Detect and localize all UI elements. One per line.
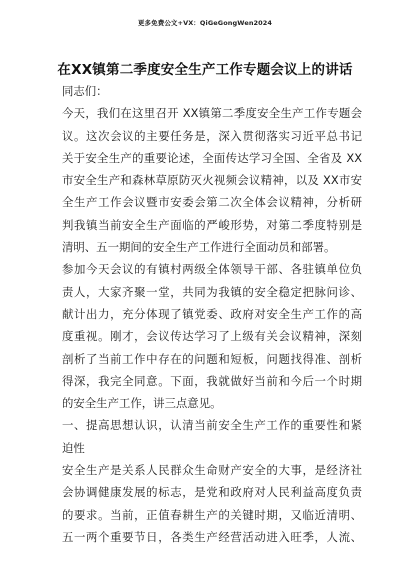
body-line: 同志们： — [62, 84, 108, 98]
document-body — [62, 80, 362, 548]
body-line: 清明、五一期间的安全生产工作进行全面动员和部署。 — [62, 240, 336, 255]
document-title: 在XX镇第二季度安全生产工作专题会议上的讲话 — [57, 62, 353, 78]
body-line: 一、提高思想认识，认清当前安全生产工作的重要性和紧 — [62, 418, 362, 433]
header-note: 更多免费公文+VX：QiGeGongWen2024 — [137, 19, 273, 27]
body-line: 得深，我完全同意。下面，我就做好当前和今后一个时期 — [62, 373, 362, 388]
body-line: 参加今天会议的有镇村两级全体领导干部、各驻镇单位负 — [62, 262, 362, 277]
body-line: 会协调健康发展的标志，是党和政府对人民利益高度负责 — [62, 485, 362, 500]
body-line: 度重视。刚才，会议传达学习了上级有关会议精神，深刻 — [62, 329, 362, 344]
body-line: 迫性 — [62, 440, 85, 455]
body-line: 议。这次会议的主要任务是，深入贯彻落实习近平总书记 — [62, 128, 362, 143]
body-line: 安全生产是关系人民群众生命财产安全的大事，是经济社 — [62, 463, 362, 478]
body-line: 市安全生产和森林草原防灭火视频会议精神，以及 XX市安 — [62, 173, 362, 188]
body-line: 的要求。当前，正值春耕生产的关键时期，又临近清明、 — [62, 507, 362, 522]
body-line: 献计出力，充分体现了镇党委、政府对安全生产工作的高 — [62, 306, 362, 321]
body-line: 全生产工作会议暨市安委会第二次全体会议精神，分析研 — [62, 195, 362, 210]
body-line: 五一两个重要节日，各类生产经营活动进入旺季，人流、 — [62, 529, 362, 544]
body-line: 责人，大家齐聚一堂，共同为我镇的安全稳定把脉问诊、 — [62, 284, 362, 299]
body-line: 今天，我们在这里召开 XX镇第二季度安全生产工作专题会 — [62, 106, 362, 121]
body-line: 判我镇当前安全生产面临的严峻形势，对第二季度特别是 — [62, 217, 362, 232]
body-line: 关于安全生产的重要论述，全面传达学习全国、全省及 XX — [62, 150, 362, 165]
body-line: 剖析了当前工作中存在的问题和短板，问题找得准、剖析 — [62, 351, 362, 366]
body-line: 的安全生产工作，讲三点意见。 — [62, 396, 222, 411]
